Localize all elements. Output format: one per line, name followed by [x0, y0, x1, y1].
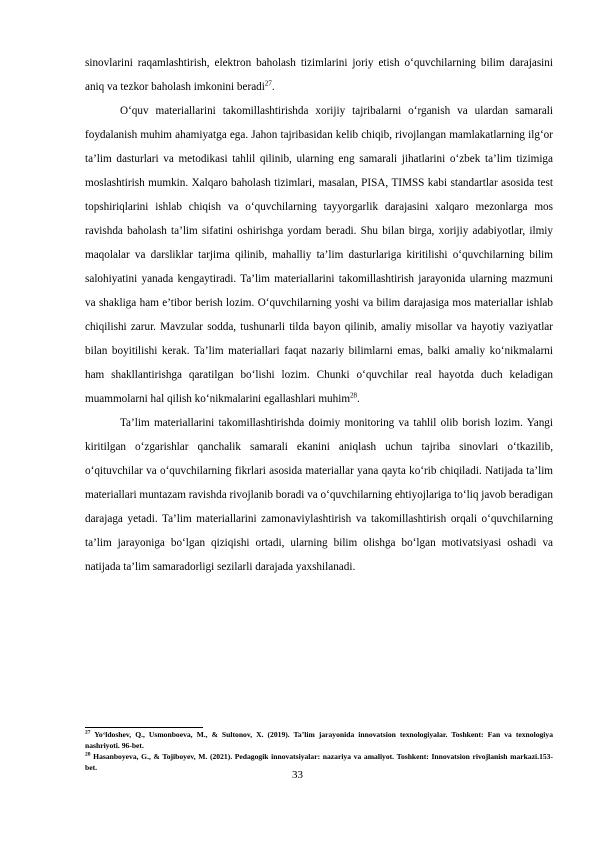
footnote-text: Hasanboyeva, G., & Tojiboyev, M. (2021). Pedagogik innovatsiyalar: nazariya va amaliyot. Toshkent: Innovatsion rivojlanish markazi.153-bet. — [85, 752, 553, 772]
paragraph-2-text: O‘quv materiallarini takomillashtirishda xorijiy tajribalarni o‘rganish va ulardan samarali foydalanish muhim ahamiyatga ega. Jahon tajribasidan kelib chiqib, rivojlangan mamlakatlarning ilg‘or ta’lim dasturlari va metodikasi tahlil qilinib, ularning eng samarali jihatlarini o‘zbek ta’lim tizimiga moslashtirish mumkin. Xalqaro baholash tizimlari, masalan, PISA, TIMSS kabi standartlar asosida test topshiriqlarini ishlab chiqish va o‘quvchilarning tayyorgarlik darajasini xalqaro mezonlarga mos ravishda baholash ta’lim sifatini oshirishga yordam beradi. Shu bilan birga, xorijiy adabiyotlar, ilmiy maqolalar va darsliklar tarjima qilinib, mahalliy ta’lim dasturlariga kiritilishi o‘quvchilarning bilim salohiyatini yanada kengaytiradi. Ta’lim materiallarini takomillashtirish jarayonida ularning mazmuni va shakliga ham e’tibor berish lozim. O‘quvchilarning yoshi va bilim darajasiga mos materiallar ishlab chiqilishi zarur. Mavzular sodda, tushunarli tilda bayon qilinib, amaliy misollar va hayotiy vaziyatlar bilan boyitilishi kerak. Ta’lim materiallari faqat nazariy bilimlarni emas, balki amaliy ko‘nikmalarni ham shakllantirishga qaratilgan bo‘lishi lozim. Chunki o‘quvchilar real hayotda duch keladigan muammolarni hal qilish ko‘nikmalarini egallashlari muhim — [85, 105, 553, 405]
footnote-number: 28 — [85, 751, 91, 758]
paragraph-1-end: . — [271, 81, 275, 93]
paragraph-2 — [85, 99, 553, 411]
main-text — [85, 51, 553, 579]
paragraph-3 — [85, 411, 553, 579]
footnote-number: 27 — [85, 729, 91, 736]
page-number: 33 — [292, 769, 303, 781]
footnote-text: Yo‘ldoshev, Q., Usmonboeva, M., & Sultonov, X. (2019). Ta’lim jarayonida innovatsion texnologiyalar. Toshkent: Fan va texnologiya nashriyoti. 96-bet. — [85, 730, 553, 750]
paragraph-2-end: . — [357, 393, 360, 405]
footnote-27 — [85, 729, 553, 751]
footnote-ref-27[interactable]: 27 — [264, 79, 272, 88]
paragraph-1 — [85, 51, 553, 99]
footnote-ref-28[interactable]: 28 — [350, 391, 358, 400]
footnote-divider — [85, 727, 203, 728]
paragraph-1-text: sinovlarini raqamlashtirish, elektron baholash tizimlarini joriy etish o‘quvchilarning bilim darajasini aniq va tezkor baholash imkonini beradi — [85, 57, 553, 93]
footnotes — [85, 729, 553, 773]
paragraph-3-text: Ta’lim materiallarini takomillashtirishda doimiy monitoring va tahlil olib borish lozim. Yangi kiritilgan o‘zgarishlar qanchalik samarali ekanini aniqlash uchun tajriba sinovlari o‘tkazilib, o‘qituvchilar va o‘quvchilarning fikrlari asosida materiallar yana qayta ko‘rib chiqiladi. Natijada ta’lim materiallari muntazam ravishda rivojlanib boradi va o‘quvchilarning ehtiyojlariga to‘liq javob beradigan darajaga yetadi. Ta’lim materiallarini zamonaviylashtirish va takomillashtirish orqali o‘quvchilarning ta’lim jarayoniga bo‘lgan qiziqishi ortadi, ularning bilim olishga bo‘lgan motivatsiyasi oshadi va natijada ta’lim samaradorligi sezilarli darajada yaxshilanadi. — [85, 417, 553, 573]
